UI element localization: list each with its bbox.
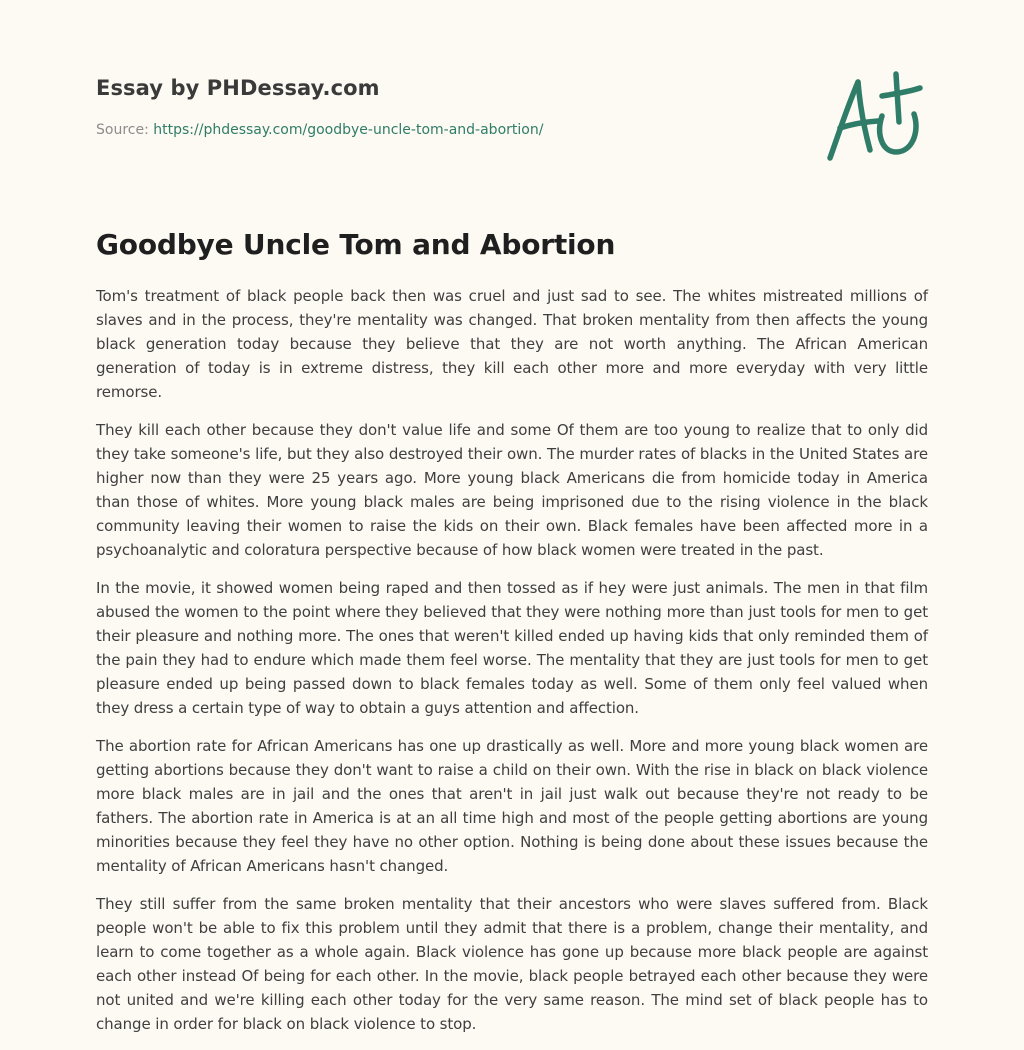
paragraph: They still suffer from the same broken mentality that their ancestors who were slaves suffered from. Black people won't be able to fix this problem until they admit that there is a problem, change their mentality, and learn to come together as a whole again. Black violence has gone up because more black people are against each other instead Of being for each other. In the movie, black people betrayed each other because they were not united and we're killing each other today for the very same reason. The mind set of black people has to change in order for black on black violence to stop. xyxy=(96,895,928,1033)
essay-title: Goodbye Uncle Tom and Abortion xyxy=(96,228,616,261)
paragraph: They kill each other because they don't value life and some Of them are too young to realize that to only did they take someone's life, but they also destroyed their own. The murder rates of blacks in the United States are higher now than they were 25 years ago. More young black Americans die from homicide today in America than those of whites. More young black males are being imprisoned due to the rising violence in the black community leaving their women to raise the kids on their own. Black females have been affected more in a psychoanalytic and coloratura perspective because of how black women were treated in the past. xyxy=(96,421,928,559)
paragraph: The abortion rate for African Americans has one up drastically as well. More and more young black women are getting abortions because they don't want to raise a child on their own. With the rise in black on black violence more black males are in jail and the ones that aren't in jail just walk out because they're not ready to be fathers. The abortion rate in America is at an all time high and most of the people getting abortions are young minorities because they feel they have no other option. Nothing is being done about these issues because the mentality of African Americans hasn't changed. xyxy=(96,737,928,875)
a-plus-grade-icon xyxy=(820,66,930,166)
essay-body xyxy=(96,284,928,1050)
source-line xyxy=(96,122,796,138)
site-title: Essay by PHDessay.com xyxy=(96,76,380,100)
header xyxy=(96,76,796,138)
source-label: Source: xyxy=(96,122,149,138)
paragraph: Tom's treatment of black people back then was cruel and just sad to see. The whites mistreated millions of slaves and in the process, they're mentality was changed. That broken mentality from then affects the young black generation today because they believe that they are not worth anything. The African American generation of today is in extreme distress, they kill each other more and more everyday with very little remorse. xyxy=(96,287,928,401)
paragraph: In the movie, it showed women being raped and then tossed as if hey were just animals. The men in that film abused the women to the point where they believed that they were nothing more than just tools for men to get their pleasure and nothing more. The ones that weren't killed ended up having kids that only reminded them of the pain they had to endure which made them feel worse. The mentality that they are just tools for men to get pleasure ended up being passed down to black females today as well. Some of them only feel valued when they dress a certain type of way to obtain a guys attention and affection. xyxy=(96,579,928,717)
source-link[interactable]: https://phdessay.com/goodbye-uncle-tom-and-abortion/ xyxy=(153,122,544,138)
